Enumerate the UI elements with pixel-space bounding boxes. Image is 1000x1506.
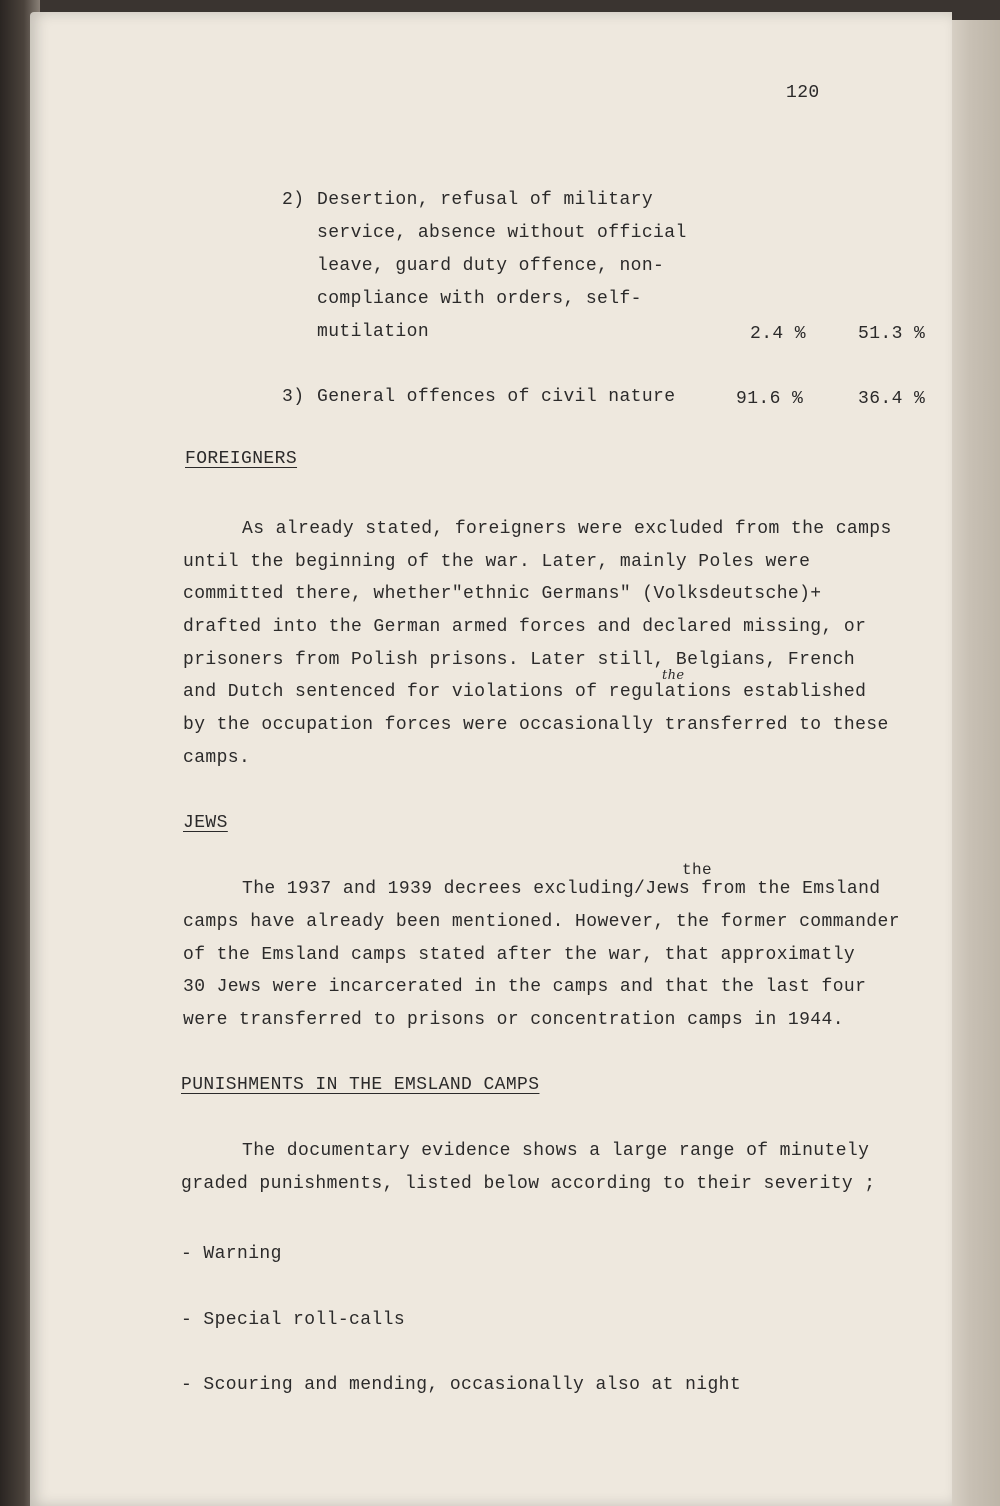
item-percent-2: 36.4 % <box>858 389 926 409</box>
paragraph-line: prisoners from Polish prisons. Later still, Belgians, French <box>183 650 856 670</box>
item-line: service, absence without official <box>317 223 687 243</box>
list-item: - Special roll-calls <box>181 1310 406 1330</box>
paragraph-line: The 1937 and 1939 decrees excluding/Jews from the Emsland <box>242 879 881 899</box>
list-item: - Warning <box>181 1244 282 1264</box>
page-number: 120 <box>786 83 820 103</box>
handwritten-insert: the <box>662 668 685 683</box>
section-heading-punishments: PUNISHMENTS IN THE EMSLAND CAMPS <box>181 1075 540 1095</box>
section-heading-jews: JEWS <box>183 813 228 833</box>
paragraph-line: were transferred to prisons or concentration camps in 1944. <box>183 1010 844 1030</box>
paragraph-line: until the beginning of the war. Later, mainly Poles were <box>183 552 811 572</box>
item-line: Desertion, refusal of military <box>317 190 654 210</box>
page-edge <box>950 20 1000 1506</box>
list-item: - Scouring and mending, occasionally also at night <box>181 1375 742 1395</box>
section-heading-foreigners: FOREIGNERS <box>185 449 298 469</box>
document-page <box>30 12 952 1506</box>
item-line: leave, guard duty offence, non- <box>317 256 665 276</box>
item-number: 2) <box>282 190 305 210</box>
item-percent-1: 2.4 % <box>750 324 807 344</box>
paragraph-line: As already stated, foreigners were excluded from the camps <box>242 519 892 539</box>
item-number: 3) <box>282 387 305 407</box>
paragraph-line: and Dutch sentenced for violations of regulations established <box>183 682 867 702</box>
paragraph-line: camps. <box>183 748 251 768</box>
item-line: mutilation <box>317 322 430 342</box>
paragraph-line: by the occupation forces were occasionally transferred to these <box>183 715 889 735</box>
item-percent-2: 51.3 % <box>858 324 926 344</box>
paragraph-line: committed there, whether"ethnic Germans" (Volksdeutsche)+ <box>183 584 822 604</box>
paragraph-line: 30 Jews were incarcerated in the camps and that the last four <box>183 977 867 997</box>
paragraph-line: graded punishments, listed below according to their severity ; <box>181 1174 876 1194</box>
paragraph-line: camps have already been mentioned. However, the former commander <box>183 912 900 932</box>
insert-word: the <box>682 861 713 879</box>
item-line: compliance with orders, self- <box>317 289 642 309</box>
paragraph-line: The documentary evidence shows a large range of minutely <box>242 1141 870 1161</box>
item-line: General offences of civil nature <box>317 387 676 407</box>
paragraph-line: drafted into the German armed forces and declared missing, or <box>183 617 867 637</box>
item-percent-1: 91.6 % <box>736 389 804 409</box>
paragraph-line: of the Emsland camps stated after the war, that approximatly <box>183 945 856 965</box>
